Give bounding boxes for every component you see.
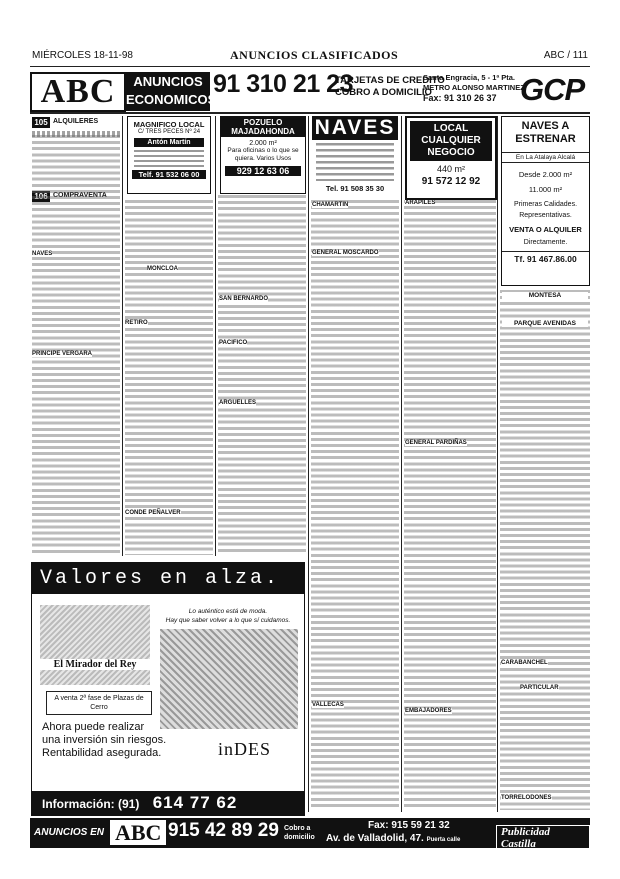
magnifico-phone: Telf. 91 532 06 00 <box>132 170 206 179</box>
pozuelo-title <box>221 117 305 137</box>
valores-photo-left <box>40 605 150 685</box>
col-sep-1 <box>122 116 123 556</box>
banner-phone: 91 310 21 23 <box>213 70 353 98</box>
estrenar-text4: Directamente. <box>523 239 568 246</box>
heading-pacifico: PACIFICO <box>219 340 248 346</box>
heading-moncloa: MONCLOA <box>147 266 178 272</box>
heading-principe-vergara: PRINCIPE VERGARA <box>32 351 93 357</box>
heading-vallecas: VALLECAS <box>312 702 344 708</box>
address-line2: METRO ALONSO MARTINEZ <box>423 83 525 92</box>
heading-particular: PARTICULAR <box>520 685 559 691</box>
local-line1: LOCAL <box>433 123 469 134</box>
banner-title-line1: ANUNCIOS <box>133 74 203 89</box>
estrenar-text3: VENTA O ALQUILER <box>509 225 582 234</box>
col-sep-4 <box>401 116 402 812</box>
page-header <box>30 48 590 67</box>
ad-naves-estrenar <box>501 116 590 286</box>
footer-address-main: Av. de Valladolid, 47. <box>326 833 424 844</box>
estrenar-size2: 11.000 m² <box>528 185 563 194</box>
heading-carabanchel: CARABANCHEL <box>501 660 548 666</box>
magnifico-details <box>134 150 204 168</box>
section-106-title: COMPRAVENTA <box>53 192 107 199</box>
estrenar-text2: Representativas. <box>519 212 572 219</box>
col-sep-3 <box>308 116 309 812</box>
column-1-text <box>32 135 120 555</box>
section-105-badge: 105 <box>32 117 50 128</box>
estrenar-location: En La Atalaya Alcalá <box>502 152 589 163</box>
local-line2: CUALQUIER <box>421 135 481 146</box>
heading-general-moscardo: GENERAL MOSCARDO <box>312 250 379 256</box>
estrenar-title <box>502 120 589 146</box>
banner-fax: Fax: 91 310 26 37 <box>423 93 497 103</box>
heading-naves: NAVES <box>32 251 53 257</box>
magnifico-title: MAGNIFICO LOCAL <box>133 120 205 129</box>
pozuelo-text: Para oficinas o lo que se quiera. Varios Usos <box>227 147 299 162</box>
footer-label: ANUNCIOS EN <box>34 827 105 838</box>
local-title <box>410 121 492 161</box>
section-106-badge: 106 <box>32 191 50 202</box>
column-2-text <box>125 200 213 555</box>
local-line3: NEGOCIO <box>427 147 475 158</box>
naves-phone: Tel. 91 508 35 30 <box>325 184 385 193</box>
banner-address <box>423 73 525 103</box>
estrenar-line2: ESTRENAR <box>515 133 576 145</box>
section-title: ANUNCIOS CLASIFICADOS <box>230 48 399 62</box>
column-6-text <box>500 290 590 810</box>
valores-pitch3: Rentabilidad asegurada. <box>42 747 162 759</box>
heading-general-pardinas: GENERAL PARDIÑAS <box>405 440 467 446</box>
ad-local-negocio <box>405 116 497 200</box>
ad-valores-en-alza <box>31 562 305 816</box>
banner-title <box>126 72 217 111</box>
page-number: ABC / 111 <box>543 50 588 61</box>
anton-martin-label: Antón Martín <box>134 138 204 147</box>
column-4-text <box>311 200 399 810</box>
pozuelo-size: 2.000 m² <box>249 140 277 147</box>
footer-address-sub: Puerta calle <box>426 837 461 843</box>
pozuelo-title-line1: POZUELO <box>243 118 283 127</box>
valores-pitch <box>42 721 192 760</box>
footer-fax: Fax: 915 59 21 32 <box>368 820 450 831</box>
naves-title: NAVES <box>312 116 398 140</box>
heading-retiro: RETIRO <box>125 320 148 326</box>
col-sep-2 <box>215 116 216 556</box>
footer-cobro1: Cobro a <box>284 825 311 832</box>
footer-cobro <box>284 824 315 842</box>
valores-pitch2: una inversión sin riesgos. <box>42 734 167 746</box>
heading-san-bernardo: SAN BERNARDO <box>219 296 269 302</box>
valores-tagline2: Hay que saber volver a lo que sí cuidamos. <box>165 617 291 624</box>
footer-phone: 915 42 89 29 <box>168 820 279 841</box>
valores-title: Valores en alza. <box>32 563 304 594</box>
magnifico-sub: C/ TRES PECES Nº 24 <box>137 129 201 135</box>
footer-cobro2: domicilio <box>284 834 315 841</box>
naves-details <box>316 143 394 181</box>
valores-info-phone: 614 77 62 <box>152 793 238 812</box>
local-size: 440 m² <box>436 164 465 174</box>
footer-publicidad: Publicidad Castilla <box>496 825 590 851</box>
valores-info-bar <box>32 791 304 815</box>
heading-torrelodones: TORRELODONES <box>501 795 552 801</box>
estrenar-text1: Primeras Calidades. <box>513 201 578 208</box>
valores-photo-right <box>160 629 298 729</box>
col-sep-5 <box>497 116 498 812</box>
valores-info-label: Información: (91) <box>42 797 140 811</box>
address-line1: Santa Engracia, 5 - 1ª Pta. <box>423 73 515 82</box>
pozuelo-phone: 929 12 63 06 <box>225 166 301 176</box>
ad-magnifico-local <box>127 116 211 194</box>
ad-naves <box>312 116 398 196</box>
parque-avenidas-heading: PARQUE AVENIDAS <box>502 320 588 327</box>
estrenar-phone: Tf. 91 467.86.00 <box>502 251 589 264</box>
pozuelo-title-line2: MAJADAHONDA <box>231 127 295 136</box>
footer-abc-logo: ABC <box>110 820 166 845</box>
valores-cerro: A venta 2ª fase de Plazas de Cerro <box>46 691 152 715</box>
cards-line2: COBRO A DOMICILIO <box>335 87 432 98</box>
montesa-heading: MONTESA <box>502 292 588 299</box>
cards-line1: TARJETAS DE CREDITO <box>335 75 445 86</box>
valores-tagline1: Lo auténtico está de moda. <box>188 608 268 615</box>
column-3-text <box>218 195 306 555</box>
footer-address <box>326 833 460 844</box>
abc-logo-box <box>30 72 126 112</box>
estrenar-line1: NAVES A <box>521 120 570 132</box>
gcp-logo: GCP <box>520 72 585 107</box>
valores-indes: inDES <box>218 739 272 759</box>
footer-bar <box>30 818 590 848</box>
heading-chamartin: CHAMARTIN <box>312 202 349 208</box>
banner-divider <box>30 112 590 114</box>
heading-embajadores: EMBAJADORES <box>405 708 452 714</box>
estrenar-size1: Desde 2.000 m² <box>518 170 573 179</box>
banner-title-line2: ECONOMICOS <box>126 92 217 107</box>
heading-conde-penalver: CONDE PEÑALVER <box>125 510 181 516</box>
ad-pozuelo <box>220 116 306 194</box>
valores-tagline <box>158 607 298 625</box>
valores-brand: El Mirador del Rey <box>38 659 152 670</box>
column-5-text <box>404 200 496 810</box>
section-105-title: ALQUILERES <box>53 118 99 125</box>
abc-logo: ABC <box>40 73 116 110</box>
heading-arguelles: ARGUELLES <box>219 400 257 406</box>
heading-arapiles: ARAPILES <box>405 200 436 206</box>
page-date: MIÉRCOLES 18-11-98 <box>32 50 133 61</box>
valores-pitch1: Ahora puede realizar <box>42 721 145 733</box>
local-phone: 91 572 12 92 <box>421 176 481 187</box>
